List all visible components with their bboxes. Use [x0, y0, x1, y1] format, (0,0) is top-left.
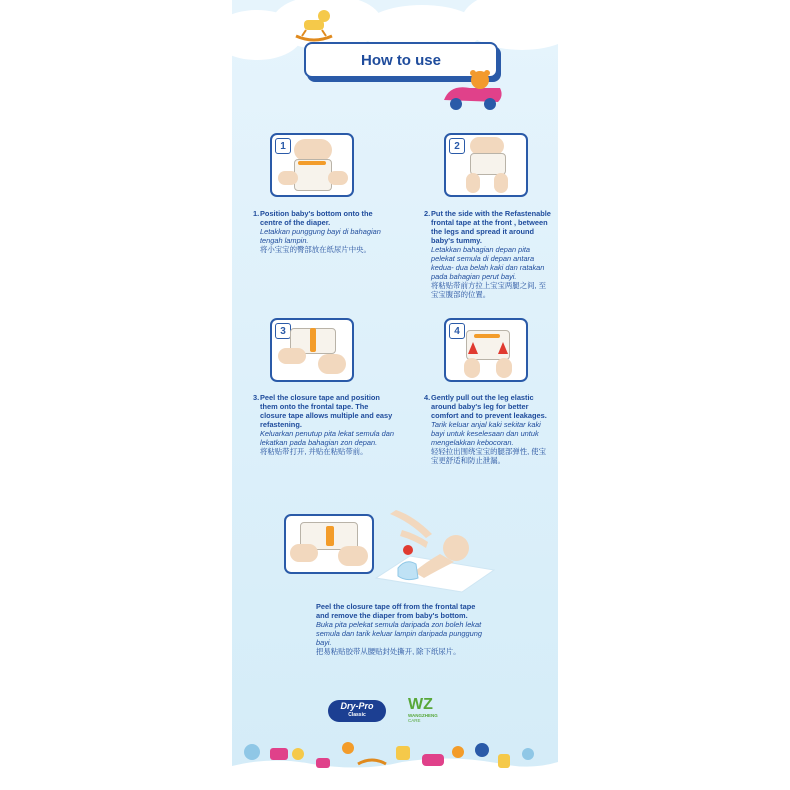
bear-car-icon [440, 70, 506, 112]
step-1-en: Position baby's bottom onto the centre of the diaper. [260, 209, 373, 227]
step-2-my: Letakkan bahagian depan pita pelekat semula di depan antara kedua- dua belah kaki dan ratakan pada bahagian perut bayi. [431, 245, 545, 281]
dry-pro-logo-text: Dry-Pro [340, 701, 374, 711]
step-4-text [424, 393, 553, 465]
step-2-en: Put the side with the Refastenable frontal tape at the front , between the legs and spread it around baby's tummy. [431, 209, 551, 245]
final-step-my: Buka pita pelekat semula daripada zon boleh lekat semula dan tarik keluar lampin daripada punggung bayi. [316, 620, 482, 647]
step-4-en: Gently pull out the leg elastic around baby's leg for better comfort and to prevent leakages. [431, 393, 547, 420]
step-number-badge: 2 [449, 138, 465, 154]
step-1-cn: 将小宝宝的臀部放在纸尿片中央。 [260, 245, 371, 254]
step-5-image [284, 514, 374, 574]
final-step-en: Peel the closure tape off from the frontal tape and remove the diaper from baby's bottom. [316, 602, 476, 620]
step-2-image [444, 133, 528, 197]
step-2-number: 2. [424, 209, 431, 218]
instruction-panel [232, 0, 558, 790]
step-4-number: 4. [424, 393, 431, 402]
toys-decoration-strip [232, 730, 558, 790]
step-3-image [270, 318, 354, 382]
step-4-cn: 轻轻拉出围绕宝宝的腿部弹性, 使宝宝更舒适和防止泄漏。 [431, 447, 546, 465]
final-step-text [316, 602, 486, 656]
step-number-badge: 1 [275, 138, 291, 154]
step-number-badge: 3 [275, 323, 291, 339]
step-3-en: Peel the closure tape and position them onto the frontal tape. The closure tape allows multiple and easy refastening. [260, 393, 393, 429]
baby-changing-illustration [370, 508, 500, 594]
step-1-my: Letakkan punggung bayi di bahagian tengah lampin. [260, 227, 381, 245]
wangzheng-logo-name: WANGZHENG [408, 713, 438, 718]
final-step-cn: 把易粘贴胶带从腰贴封处撕开, 除下纸尿片。 [316, 647, 461, 656]
step-3-cn: 将粘贴带打开, 并贴在粘贴带前。 [260, 447, 368, 456]
rocking-horse-icon [292, 6, 336, 42]
step-number-badge: 4 [449, 323, 465, 339]
step-3-number: 3. [253, 393, 260, 402]
dry-pro-logo-sub: Classic [348, 712, 366, 718]
page-title: How to use [360, 51, 441, 69]
wangzheng-logo-mark: WZ [408, 696, 433, 713]
step-4-my: Tarik keluar anjal kaki sekitar kaki bayi untuk keselesaan dan untuk mengelakkan kebocoran. [431, 420, 541, 447]
step-1-text [253, 209, 390, 254]
step-2-text [424, 209, 553, 299]
step-3-my: Keluarkan penutup pita lekat semula dan lekatkan pada bahagian zon depan. [260, 429, 394, 447]
step-1-image [270, 133, 354, 197]
wangzheng-logo [408, 697, 438, 723]
step-1-number: 1. [253, 209, 260, 218]
step-4-image [444, 318, 528, 382]
step-3-text [253, 393, 396, 456]
step-2-cn: 将粘贴带前方拉上宝宝两腿之间, 至宝宝腹部的位置。 [431, 281, 546, 299]
dry-pro-logo [328, 700, 386, 722]
wangzheng-logo-sub: CARE [408, 718, 421, 723]
